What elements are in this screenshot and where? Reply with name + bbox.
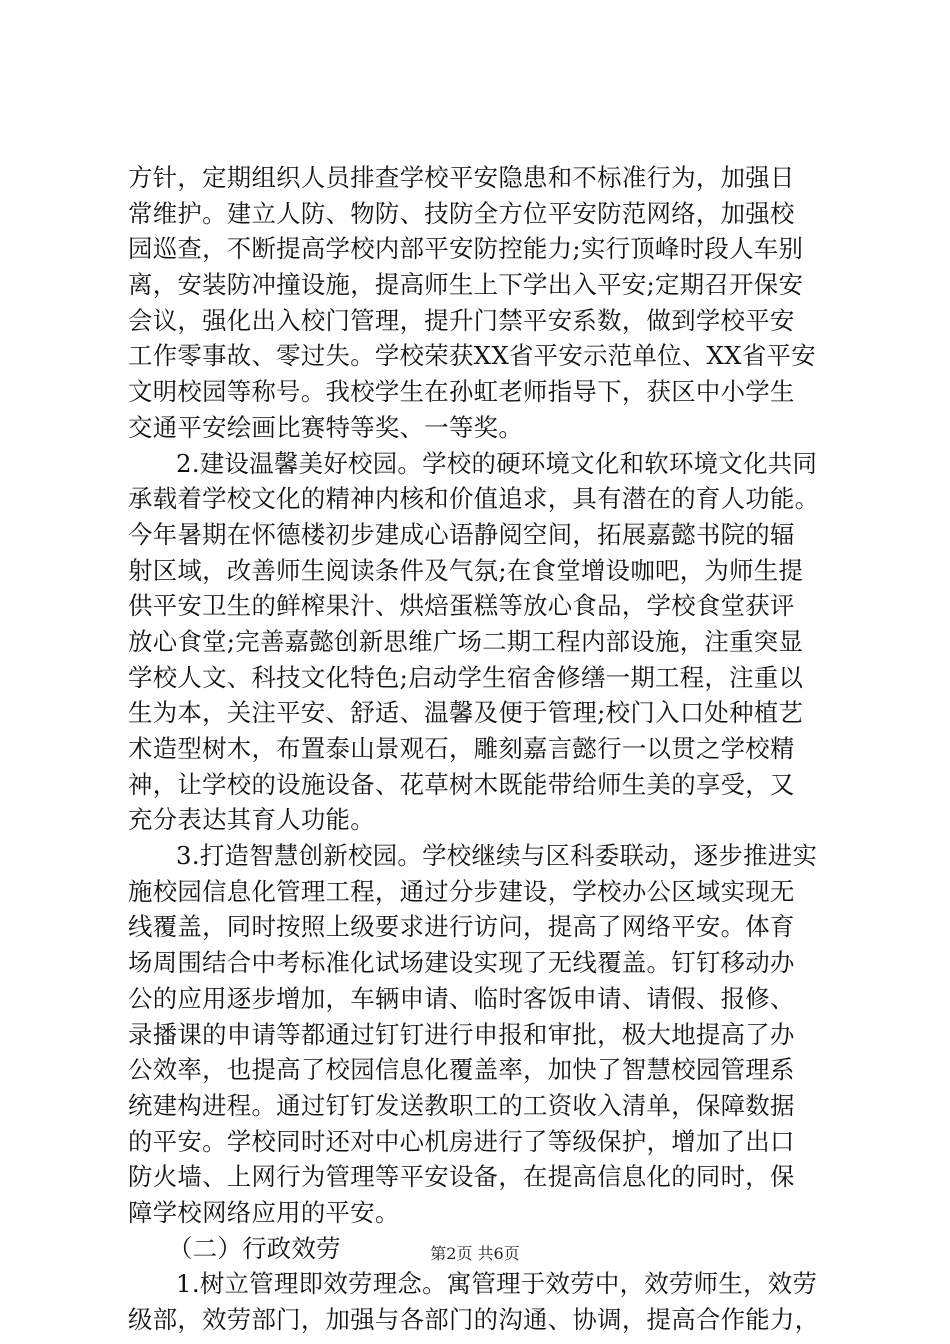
text-line: 施校园信息化管理工程，通过分步建设，学校办公区域实现无 [128,876,795,906]
text-line: 常维护。建立人防、物防、技防全方位平安防范网络，加强校 [128,198,795,228]
text-line: 录播课的申请等都通过钉钉进行申报和审批，极大地提高了办 [128,1019,795,1049]
text-line: 射区域，改善师生阅读条件及气氛;在食堂增设咖吧，为师生提 [128,555,804,585]
section-heading: （二）行政效劳 [168,1233,341,1263]
text-line: 公效率，也提高了校园信息化覆盖率，加快了智慧校园管理系 [128,1055,795,1085]
text-line: 术造型树木，布置泰山景观石，雕刻嘉言懿行一以贯之学校精 [128,734,795,763]
text-line: 的平安。学校同时还对中心机房进行了等级保护，增加了出口 [128,1126,795,1156]
text-line: 交通平安绘画比赛特等奖、一等奖。 [128,412,524,442]
text-line: 障学校网络应用的平安。 [128,1197,400,1227]
text-line: 级部，效劳部门，加强与各部门的沟通、协调，提高合作能力， [128,1305,820,1334]
text-line: 统建构进程。通过钉钉发送教职工的工资收入清单，保障数据 [128,1090,795,1120]
text-line: 公的应用逐步增加，车辆申请、临时客饭申请、请假、报修、 [128,983,795,1013]
text-line: 学校人文、科技文化特色;启动学生宿舍修缮一期工程，注重以 [128,662,804,692]
body-text [128,160,838,1338]
page-number-label: 第2页 共6页 [430,1244,520,1263]
text-line: 放心食堂;完善嘉懿创新思维广场二期工程内部设施，注重突显 [128,626,804,656]
text-line: 线覆盖，同时按照上级要求进行访问，提高了网络平安。体育 [128,912,795,942]
text-line: 防火墙、上网行为管理等平安设备，在提高信息化的同时，保 [128,1162,795,1192]
text-line: 会议，强化出入校门管理，提升门禁平安系数，做到学校平安 [128,305,795,335]
text-line: 今年暑期在怀德楼初步建成心语静阅空间，拓展嘉懿书院的辐 [128,519,795,549]
page-footer [0,1244,950,1264]
text-line: 承载着学校文化的精神内核和价值追求，具有潜在的育人功能。 [128,484,820,514]
text-line: 离，安装防冲撞设施，提高师生上下学出入平安;定期召开保安 [128,270,804,300]
paragraph-start-line: 1.树立管理即效劳理念。寓管理于效劳中，效劳师生，效劳 [176,1269,818,1299]
text-line: 文明校园等称号。我校学生在孙虹老师指导下，获区中小学生 [128,377,795,407]
text-line: 场周围结合中考标准化试场建设实现了无线覆盖。钉钉移动办 [128,948,795,978]
paragraph-start-line: 3.打造智慧创新校园。学校继续与区科委联动，逐步推进实 [176,841,818,871]
text-line: 供平安卫生的鲜榨果汁、烘焙蛋糕等放心食品，学校食堂获评 [128,591,795,621]
text-line: 园巡查，不断提高学校内部平安防控能力;实行顶峰时段人车别 [128,234,804,264]
text-line: 生为本，关注平安、舒适、温馨及便于管理;校门入口处种植艺 [128,698,804,728]
text-line: 充分表达其育人功能。 [128,805,375,835]
text-line: 神，让学校的设施设备、花草树木既能带给师生美的享受，又 [128,769,795,799]
text-line: 方针，定期组织人员排查学校平安隐患和不标准行为，加强日 [128,163,795,192]
paragraph-start-line: 2.建设温馨美好校园。学校的硬环境文化和软环境文化共同 [176,448,818,478]
text-line: 工作零事故、零过失。学校荣获XX省平安示范单位、XX省平安 [128,341,816,371]
